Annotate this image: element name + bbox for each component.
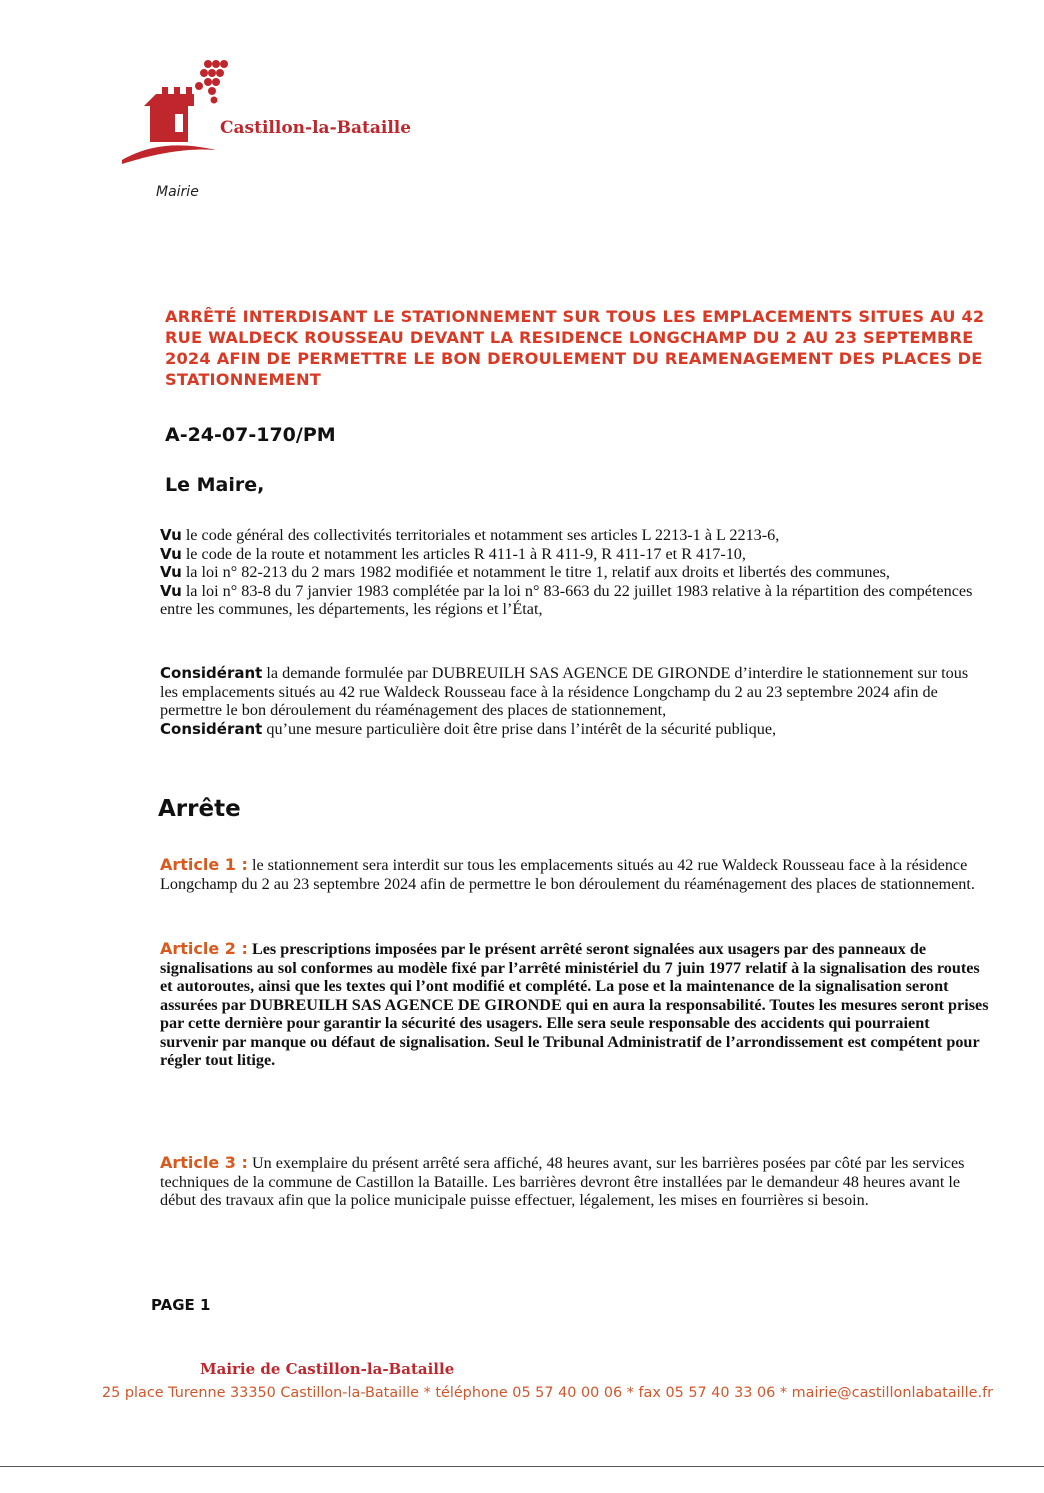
article-label: Article 1 : [160, 855, 248, 874]
vu-keyword: Vu [160, 544, 182, 563]
considerant-keyword: Considérant [160, 719, 263, 738]
vu-item [160, 526, 990, 545]
vu-item [160, 545, 990, 564]
document-title: ARRÊTÉ INTERDISANT LE STATIONNEMENT SUR TOUS LES EMPLACEMENTS SITUES AU 42 RUE WALDECK ROUSSEAU DEVANT LA RESIDENCE LONGCHAMP DU 2 AU 23 SEPTEMBRE 2024 AFIN DE PERMETTRE LE BON DEROULEMENT DU REAMENAGEMENT DES PLACES DE STATIONNEMENT [165, 307, 985, 389]
considerant-item [160, 720, 990, 739]
vu-item [160, 582, 990, 619]
article-text: Un exemplaire du présent arrêté sera affiché, 48 heures avant, sur les barrières posées par côté par les services techniques de la commune de Castillon la Bataille. Les barrières devront être installées par le demandeur 48 heures avant le début des travaux afin que la police municipale puisse effectuer, légalement, les mises en fourrières si besoin. [160, 1154, 965, 1209]
logo-town-name: Castillon-la-Bataille [220, 118, 412, 138]
footer-address: 25 place Turenne 33350 Castillon-la-Bataille * téléphone 05 57 40 00 06 * fax 05 57 40 33 06 * mairie@castillonlabataille.fr [102, 1385, 994, 1401]
vu-text: la loi n° 82-213 du 2 mars 1982 modifiée et notamment le titre 1, relatif aux droits et libertés des communes, [181, 563, 890, 581]
bottom-divider [0, 1466, 1044, 1467]
vu-item [160, 563, 990, 582]
arrete-heading: Arrête [158, 796, 241, 822]
vu-keyword: Vu [160, 581, 182, 600]
vu-text: le code de la route et notamment les articles R 411-1 à R 411-9, R 411-17 et R 417-10, [181, 544, 746, 563]
article-text: Les prescriptions imposées par le présent arrêté seront signalées aux usagers par des panneaux de signalisations au sol conformes au modèle fixé par l’arrêté ministériel du 7 juin 1977 relatif à la signalisation des routes et autoroutes, ainsi que les textes qui l’ont modifié et complété. La pose et la maintenance de la signalisation seront assurées par DUBREUILH SAS AGENCE DE GIRONDE qui en aura la responsabilité. Toutes les mesures seront prises par cette dernière pour garantir la sécurité des usagers. Elle sera seule responsable des accidents qui pourraient survenir par manque ou défaut de signalisation. Seul le Tribunal Administratif de l’arrondissement est compétent pour régler tout litige. [160, 940, 989, 1069]
considerant-text: qu’une mesure particulière doit être prise dans l’intérêt de la sécurité publique, [262, 719, 777, 738]
footer-title: Mairie de Castillon-la-Bataille [200, 1360, 455, 1378]
article-2 [160, 940, 990, 1070]
article-1 [160, 856, 990, 893]
castle-logo-icon [120, 56, 230, 176]
vu-keyword: Vu [160, 563, 182, 581]
reference-number: A-24-07-170/PM [165, 424, 336, 446]
considerant-text: la demande formulée par DUBREUILH SAS AGENCE DE GIRONDE d’interdire le stationnement sur tous les emplacements situés au 42 rue Waldeck Rousseau face à la résidence Longchamp du 2 au 23 septembre 2024 afin de permettre le bon déroulement du réaménagement des places de stationnement, [160, 664, 969, 719]
article-label: Article 3 : [160, 1153, 248, 1172]
considerant-keyword: Considérant [160, 664, 263, 682]
vu-text: la loi n° 83-8 du 7 janvier 1983 complétée par la loi n° 83-663 du 22 juillet 1983 relative à la répartition des compétences entre les communes, les départements, les régions et l’État, [160, 581, 973, 618]
le-maire-heading: Le Maire, [165, 474, 265, 496]
considerant-item [160, 664, 990, 720]
article-text: le stationnement sera interdit sur tous les emplacements situés au 42 rue Waldeck Rousseau face à la résidence Longchamp du 2 au 23 septembre 2024 afin de permettre le bon déroulement du réaménagement des places de stationnement. [160, 856, 975, 893]
page-number: PAGE 1 [151, 1296, 211, 1314]
article-3 [160, 1154, 990, 1210]
logo [120, 56, 440, 216]
vu-text: le code général des collectivités territoriales et notamment ses articles L 2213-1 à L 2213-6, [181, 526, 780, 544]
vu-section [160, 526, 990, 619]
considerant-section [160, 664, 990, 738]
article-label: Article 2 : [160, 939, 248, 958]
logo-subtitle: Mairie [156, 184, 199, 200]
vu-keyword: Vu [160, 526, 182, 544]
